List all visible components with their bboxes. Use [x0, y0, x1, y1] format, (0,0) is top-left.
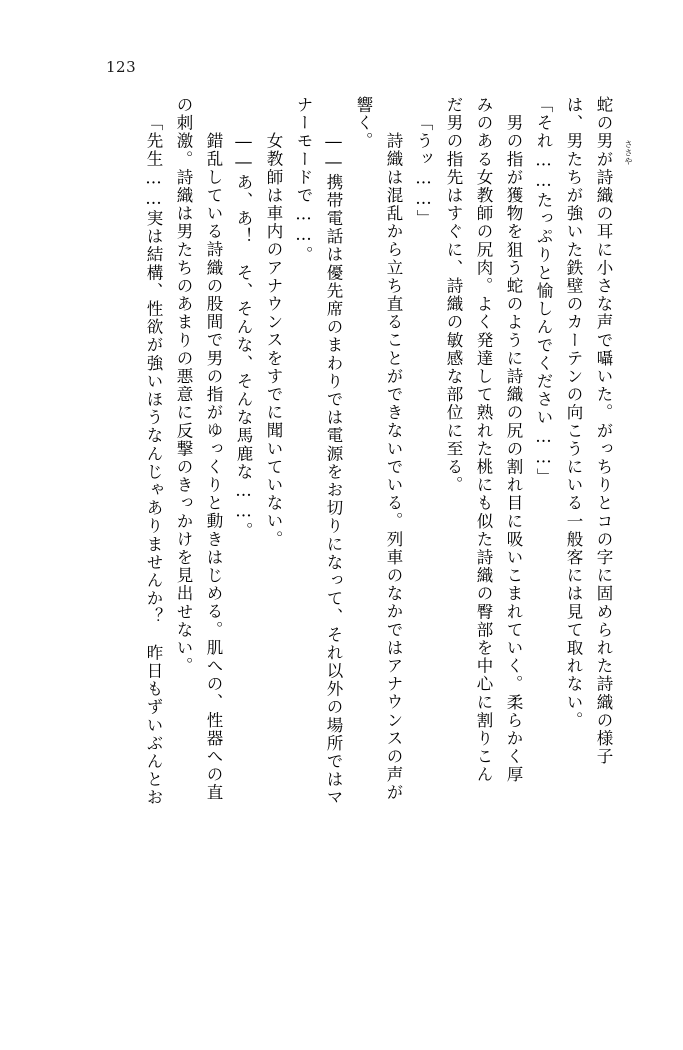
text-column: 詩織は混乱から立ち直ることができないでいる。列車のなかではアナウンスの声が — [384, 114, 403, 802]
text-column: ――あ、あ！ そ、そんな、そんな馬鹿な……。 — [234, 114, 253, 541]
text-column: みのある女教師の尻肉。よく発達して熟れた桃にも似た詩織の臀部を中心に割りこん — [474, 96, 493, 784]
vertical-text-body — [62, 96, 618, 976]
text-column: だ男の指先はすぐに、詩織の敏感な部位に至る。 — [444, 96, 463, 495]
text-column: 響く。 — [354, 96, 373, 151]
text-column: ナーモードで……。 — [294, 96, 313, 264]
text-column: 蛇の男が詩織の耳に小さな声で囁いた。がっちりとコの字に固められた詩織の様子 — [594, 96, 613, 766]
ruby-annotation-sasayaki: ささや — [624, 140, 633, 166]
text-column: 「それ……たっぷりと愉しんでください……」 — [534, 96, 553, 487]
text-column: 「先生……実は結構、性欲が強いほうなんじゃありませんか？ 昨日もずいぶんとお — [144, 114, 163, 807]
text-column: 「うッ……」 — [414, 114, 433, 228]
text-column: は、男たちが強いた鉄壁のカーテンの向こうにいる一般客には見て取れない。 — [564, 96, 583, 730]
text-column: ――携帯電話は優先席のまわりでは電源をお切りになって、それ以外の場所ではマ — [324, 114, 343, 807]
text-column: 錯乱している詩織の股間で男の指がゆっくりと動きはじめる。肌への、性器への直 — [204, 114, 223, 802]
page-number: 123 — [106, 58, 137, 76]
text-column: 男の指が獲物を狙う蛇のように詩織の尻の割れ目に吸いこまれていく。柔らかく厚 — [504, 96, 523, 784]
text-column: の刺激。詩織は男たちのあまりの悪意に反撃のきっかけを見出せない。 — [174, 96, 193, 676]
text-column: 女教師は車内のアナウンスをすでに聞いていない。 — [264, 114, 283, 549]
